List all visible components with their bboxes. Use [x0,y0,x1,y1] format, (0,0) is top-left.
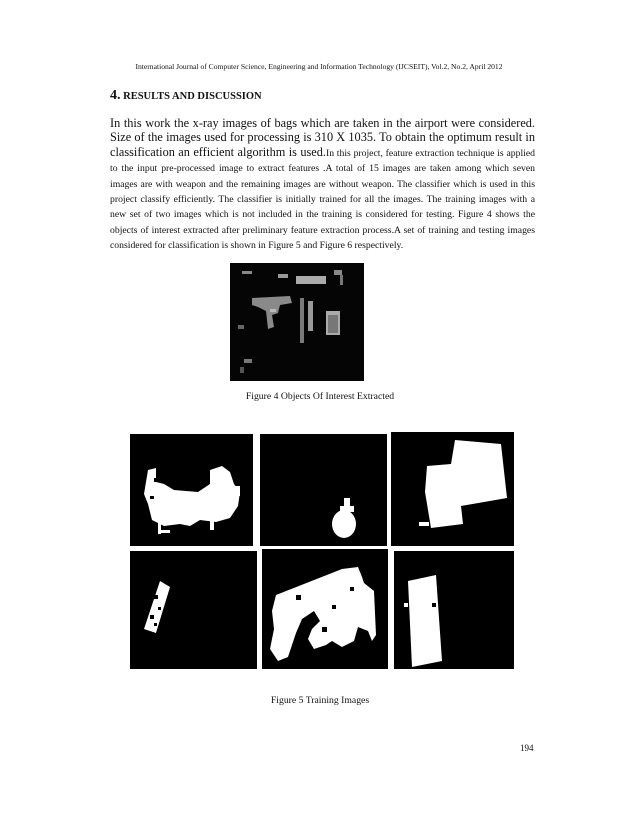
body-sentence-small: In this project, feature extraction technique is applied to the input pre-processed image to extract features .A total of 15 images are taken among which seven images are with weapon and the remaining images are without weapon. The classifier which is used in this project classify efficiently. The classifier is initially trained for all the images. The training images with a new set of two images which is not included in the training is considered for testing. Figure 4 shows the objects of interest extracted after preliminary feature extraction process.A set of training and testing images considered for classification is shown in Figure 5 and Figure 6 respectively. [110,147,535,252]
figure-4-caption: Figure 4 Objects Of Interest Extracted [245,391,395,402]
section-title-text: RESULTS AND DISCUSSION [123,91,262,102]
section-heading [110,88,262,104]
section-number: 4. [110,88,121,103]
training-image-6 [394,551,514,669]
training-image-2 [260,434,387,546]
page-number: 194 [520,743,534,753]
running-head: International Journal of Computer Science, Engineering and Information Technology (IJCSEIT), Vol.2, No.2, April 2012 [135,62,503,71]
figure-4-image [230,263,364,381]
training-image-1 [130,434,253,546]
body-paragraph [110,116,535,253]
figure-5-caption: Figure 5 Training Images [270,695,370,706]
training-image-5 [262,549,388,669]
training-image-3 [391,432,514,546]
training-image-4 [130,551,257,669]
body-sentence-large: In this work the x-ray images of bags which are taken in the airport were considered. Size of the images used for processing is 310 X 1035. To obtain the optimum result in classification an efficient algorithm is used. [110,116,535,159]
